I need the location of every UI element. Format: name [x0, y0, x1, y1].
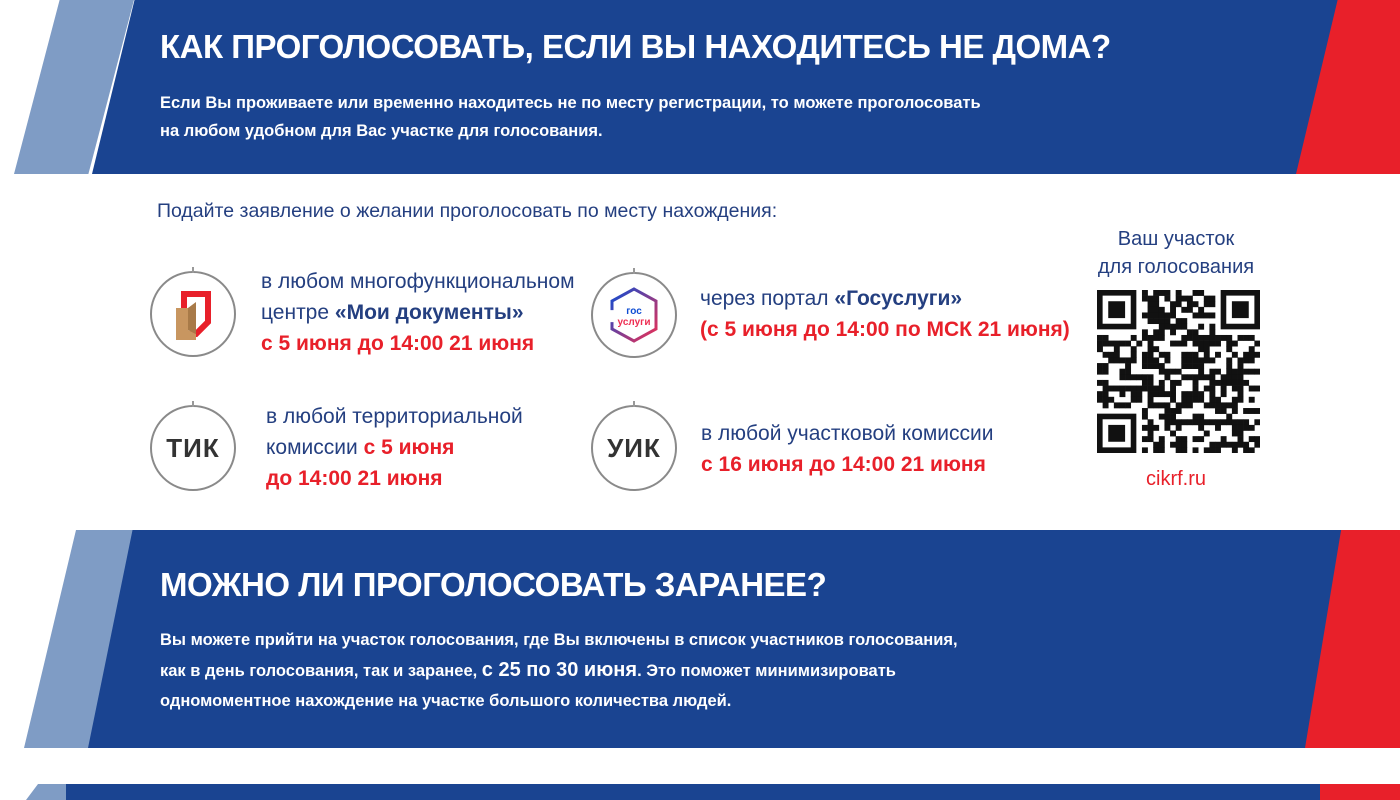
section1-text — [160, 89, 981, 145]
section2-title: МОЖНО ЛИ ПРОГОЛОСОВАТЬ ЗАРАНЕЕ? — [160, 566, 827, 603]
gosuslugi-logo-top: гос — [626, 306, 642, 317]
next-banner-partial — [0, 784, 1400, 800]
mfc-line2: центре «Мои документы» — [261, 301, 524, 324]
section2-dates: с 25 по 30 июня — [481, 659, 638, 681]
mfc-logo-circle — [150, 271, 236, 357]
uik-dates: с 16 июня до 14:00 21 июня — [701, 453, 986, 476]
uik-circle — [591, 405, 677, 491]
tik-circle — [150, 405, 236, 491]
gosuslugi-line1: через портал «Госуслуги» — [700, 287, 963, 310]
section2-line3: одномоментное нахождение на участке большого количества людей. — [160, 692, 732, 710]
mfc-document-icon — [170, 288, 216, 340]
tik-line2: комиссии с 5 июня — [266, 436, 455, 459]
tik-text — [266, 401, 523, 494]
section1-text-line2: на любом удобном для Вас участке для голосования. — [160, 122, 603, 140]
gosuslugi-icon — [604, 285, 664, 345]
section1-text-line1: Если Вы проживаете или временно находитесь не по месту регистрации, то можете проголосовать — [160, 94, 981, 112]
qr-code-image[interactable] — [1097, 290, 1260, 453]
section2-line1: Вы можете прийти на участок голосования, где Вы включены в список участников голосования, — [160, 631, 958, 649]
instruction-text: Подайте заявление о желании проголосовать по месту нахождения: — [157, 200, 778, 222]
qr-title: Ваш участок для голосования — [1097, 228, 1255, 278]
gosuslugi-logo-bottom: услуги — [617, 317, 651, 328]
qr-link[interactable]: cikrf.ru — [1146, 468, 1206, 490]
header-banner — [0, 0, 1400, 174]
banner-stripe-blue — [92, 0, 1380, 174]
section2-line2: как в день голосования, так и заранее, с 25 по 30 июня. Это поможет минимизировать — [160, 659, 896, 681]
tik-dates: до 14:00 21 июня — [266, 467, 443, 490]
section2-text — [160, 625, 958, 716]
mfc-brand: «Мои документы» — [334, 301, 524, 324]
early-voting-banner — [0, 530, 1400, 748]
gosuslugi-text — [700, 283, 1070, 345]
tik-abbr: ТИК — [166, 432, 220, 463]
uik-abbr: УИК — [607, 432, 661, 463]
tik-line1: в любой территориальной — [266, 405, 523, 428]
section1-title: КАК ПРОГОЛОСОВАТЬ, ЕСЛИ ВЫ НАХОДИТЕСЬ НЕ ДОМА? — [160, 28, 1111, 65]
qr-code[interactable] — [1097, 290, 1260, 453]
mfc-text — [261, 266, 575, 359]
mfc-line1: в любом многофункциональном — [261, 270, 575, 293]
uik-text — [701, 418, 994, 480]
gosuslugi-logo-circle — [591, 272, 677, 358]
gosuslugi-brand: «Госуслуги» — [834, 287, 963, 310]
gosuslugi-dates: (с 5 июня до 14:00 по МСК 21 июня) — [700, 318, 1070, 341]
mfc-dates: с 5 июня до 14:00 21 июня — [261, 332, 535, 355]
uik-line1: в любой участковой комиссии — [701, 422, 994, 445]
